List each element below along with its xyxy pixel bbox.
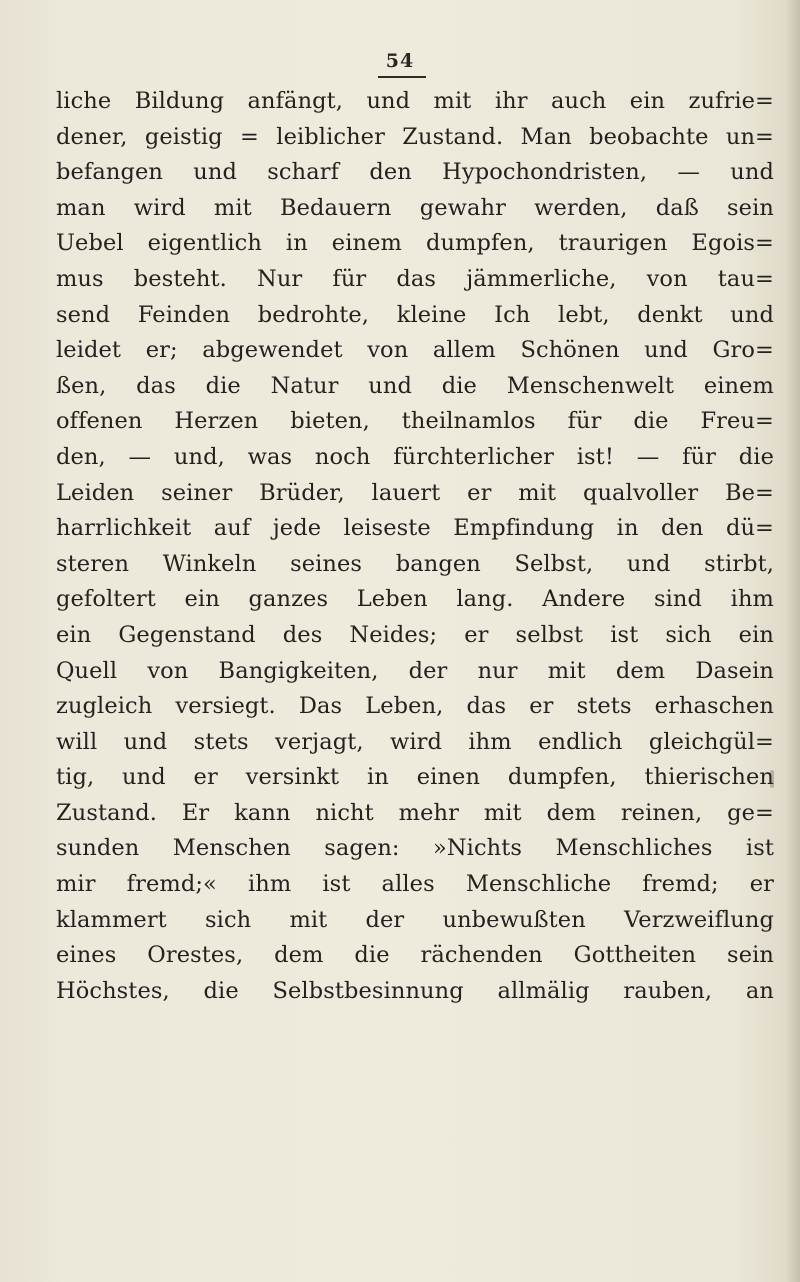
- text-line: klammert sich mit der unbewußten Verzweiflung: [56, 906, 774, 933]
- text-line: Uebel eigentlich in einem dumpfen, traurigen Egois=: [56, 230, 774, 257]
- text-line: dener, geistig = leiblicher Zustand. Man beobachte un=: [56, 123, 774, 150]
- body-text: [56, 84, 774, 1009]
- text-line: Zustand. Er kann nicht mehr mit dem reinen, ge=: [56, 799, 774, 826]
- text-line: eines Orestes, dem die rächenden Gottheiten sein: [56, 942, 774, 969]
- text-line: leidet er; abgewendet von allem Schönen und Gro=: [56, 337, 774, 364]
- text-line: Leiden seiner Brüder, lauert er mit qualvoller Be=: [56, 479, 774, 506]
- page-edge-shadow: [786, 0, 800, 1282]
- paper-smudge: [770, 770, 774, 788]
- text-line: mir fremd;« ihm ist alles Menschliche fremd; er: [56, 871, 774, 898]
- text-line: send Feinden bedrohte, kleine Ich lebt, denkt und: [56, 301, 774, 328]
- text-line: sunden Menschen sagen: »Nichts Menschliches ist: [56, 835, 774, 862]
- page-number-rule: [378, 76, 426, 78]
- page-number: 54: [385, 50, 415, 72]
- text-line: Quell von Bangigkeiten, der nur mit dem Dasein: [56, 657, 774, 684]
- text-line: harrlichkeit auf jede leiseste Empfindung in den dü=: [56, 515, 774, 542]
- text-line: Höchstes, die Selbstbesinnung allmälig rauben, an: [56, 977, 774, 1004]
- text-line: ein Gegenstand des Neides; er selbst ist sich ein: [56, 621, 774, 648]
- text-line: mus besteht. Nur für das jämmerliche, von tau=: [56, 265, 774, 292]
- text-line: offenen Herzen bieten, theilnamlos für die Freu=: [56, 408, 774, 435]
- text-line: den, — und, was noch fürchterlicher ist! — für die: [56, 443, 774, 470]
- text-line: steren Winkeln seines bangen Selbst, und stirbt,: [56, 550, 774, 577]
- text-line: befangen und scharf den Hypochondristen, — und: [56, 159, 774, 186]
- text-line: liche Bildung anfängt, und mit ihr auch ein zufrie=: [56, 88, 774, 114]
- text-line: zugleich versiegt. Das Leben, das er stets erhaschen: [56, 693, 774, 720]
- text-line: ßen, das die Natur und die Menschenwelt einem: [56, 372, 774, 399]
- text-line: will und stets verjagt, wird ihm endlich gleichgül=: [56, 728, 774, 755]
- text-line: gefoltert ein ganzes Leben lang. Andere sind ihm: [56, 586, 774, 613]
- text-line: tig, und er versinkt in einen dumpfen, thierischen: [56, 764, 774, 791]
- text-line: man wird mit Bedauern gewahr werden, daß sein: [56, 194, 774, 221]
